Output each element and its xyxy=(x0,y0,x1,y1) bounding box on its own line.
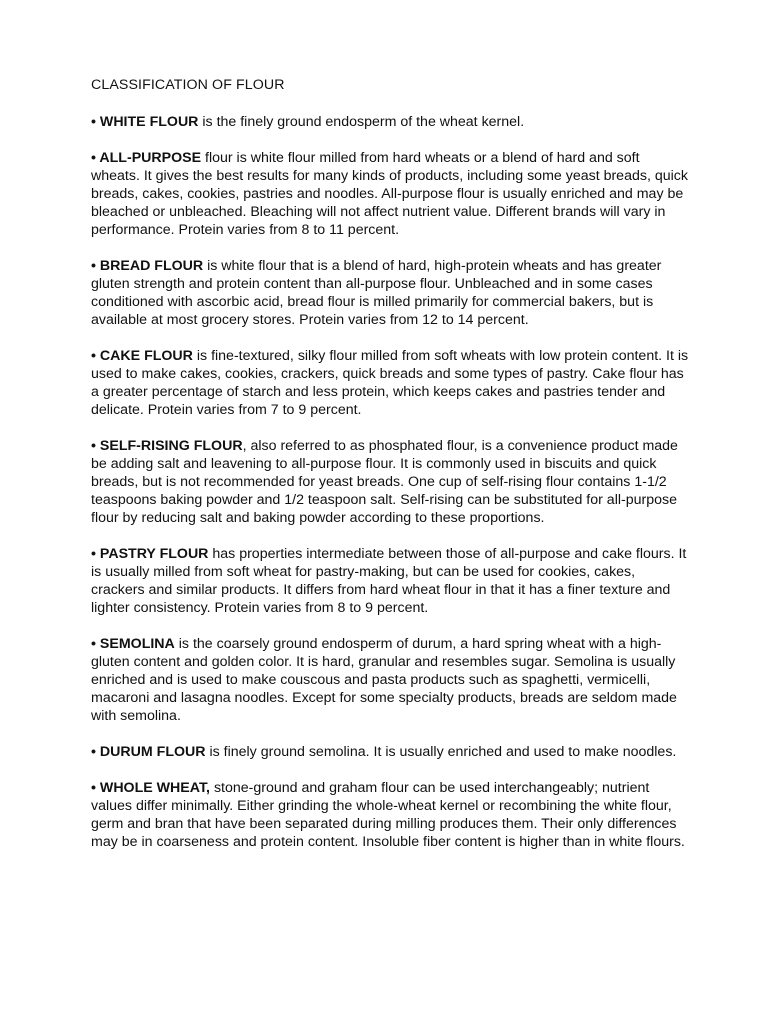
term-label: BREAD FLOUR xyxy=(99,258,204,274)
bullet: • xyxy=(91,780,100,796)
entry-term xyxy=(91,438,243,454)
entry-semolina xyxy=(91,635,691,725)
bullet: • xyxy=(91,636,100,652)
bullet: • xyxy=(91,438,100,454)
document-page xyxy=(91,76,691,869)
entry-text: is finely ground semolina. It is usually enriched and used to make noodles. xyxy=(205,744,677,760)
entry-durum-flour xyxy=(91,743,691,761)
entry-whole-wheat xyxy=(91,779,691,851)
entry-text: is the coarsely ground endosperm of durum, a hard spring wheat with a high-gluten content and golden color. It is hard, granular and resembles sugar. Semolina is usually enriched and is used to make couscous and pasta products such as spaghetti, vermicelli, macaroni and lasagna noodles. Except for some specialty products, breads are seldom made with semolina. xyxy=(91,636,677,724)
entry-bread-flour xyxy=(91,257,691,329)
entry-white-flour xyxy=(91,113,691,131)
entry-cake-flour xyxy=(91,347,691,419)
entry-text: flour is white flour milled from hard wheats or a blend of hard and soft wheats. It gives the best results for many kinds of products, including some yeast breads, quick breads, cakes, cookies, pastries and noodles. All-purpose flour is usually enriched and may be bleached or unbleached. Bleaching will not affect nutrient value. Different brands will vary in performance. Protein varies from 8 to 11 percent. xyxy=(91,150,688,238)
entry-text: is the finely ground endosperm of the wheat kernel. xyxy=(198,114,525,130)
bullet: • xyxy=(91,114,100,130)
entry-pastry-flour xyxy=(91,545,691,617)
entry-term xyxy=(91,258,203,274)
term-label: DURUM FLOUR xyxy=(99,744,206,760)
entry-term xyxy=(91,780,210,796)
entry-all-purpose xyxy=(91,149,691,239)
term-label: SELF-RISING FLOUR xyxy=(99,438,243,454)
term-label: WHITE FLOUR xyxy=(99,114,199,130)
entry-term xyxy=(91,744,206,760)
entry-text: has properties intermediate between those of all-purpose and cake flours. It is usually milled from soft wheat for pastry-making, but can be used for cookies, cakes, crackers and similar products. It differs from hard wheat flour in that it has a finer texture and lighter consistency. Protein varies from 8 to 9 percent. xyxy=(91,546,687,616)
entry-term xyxy=(91,150,201,166)
document-title: CLASSIFICATION OF FLOUR xyxy=(91,77,285,93)
bullet: • xyxy=(91,348,100,364)
term-label: ALL-PURPOSE xyxy=(99,150,202,166)
bullet: • xyxy=(91,744,100,760)
term-label: WHOLE WHEAT, xyxy=(99,780,210,796)
term-label: PASTRY FLOUR xyxy=(99,546,209,562)
entry-term xyxy=(91,114,198,130)
entry-text: , also referred to as phosphated flour, is a convenience product made be adding salt and leavening to all-purpose flour. It is commonly used in biscuits and quick breads, but is not recommended for yeast breads. One cup of self-rising flour contains 1-1/2 teaspoons baking powder and 1/2 teaspoon salt. Self-rising can be substituted for all-purpose flour by reducing salt and baking powder according to these proportions. xyxy=(91,438,678,526)
term-label: SEMOLINA xyxy=(99,636,175,652)
term-label: CAKE FLOUR xyxy=(99,348,193,364)
entry-text: is white flour that is a blend of hard, high-protein wheats and has greater gluten strength and protein content than all-purpose flour. Unbleached and in some cases conditioned with ascorbic acid, bread flour is milled primarily for commercial bakers, but is available at most grocery stores. Protein varies from 12 to 14 percent. xyxy=(91,258,662,328)
bullet: • xyxy=(91,150,100,166)
entry-term xyxy=(91,546,208,562)
entry-text: is fine-textured, silky flour milled from soft wheats with low protein content. It is used to make cakes, cookies, crackers, quick breads and some types of pastry. Cake flour has a greater percentage of starch and less protein, which keeps cakes and pastries tender and delicate. Protein varies from 7 to 9 percent. xyxy=(91,348,689,418)
entry-term xyxy=(91,636,175,652)
entry-self-rising-flour xyxy=(91,437,691,527)
entry-term xyxy=(91,348,193,364)
bullet: • xyxy=(91,258,100,274)
bullet: • xyxy=(91,546,100,562)
entry-text: stone-ground and graham flour can be used interchangeably; nutrient values differ minimally. Either grinding the whole-wheat kernel or recombining the white flour, germ and bran that have been separated during milling produces them. Their only differences may be in coarseness and protein content. Insoluble fiber content is higher than in white flours. xyxy=(91,780,685,850)
